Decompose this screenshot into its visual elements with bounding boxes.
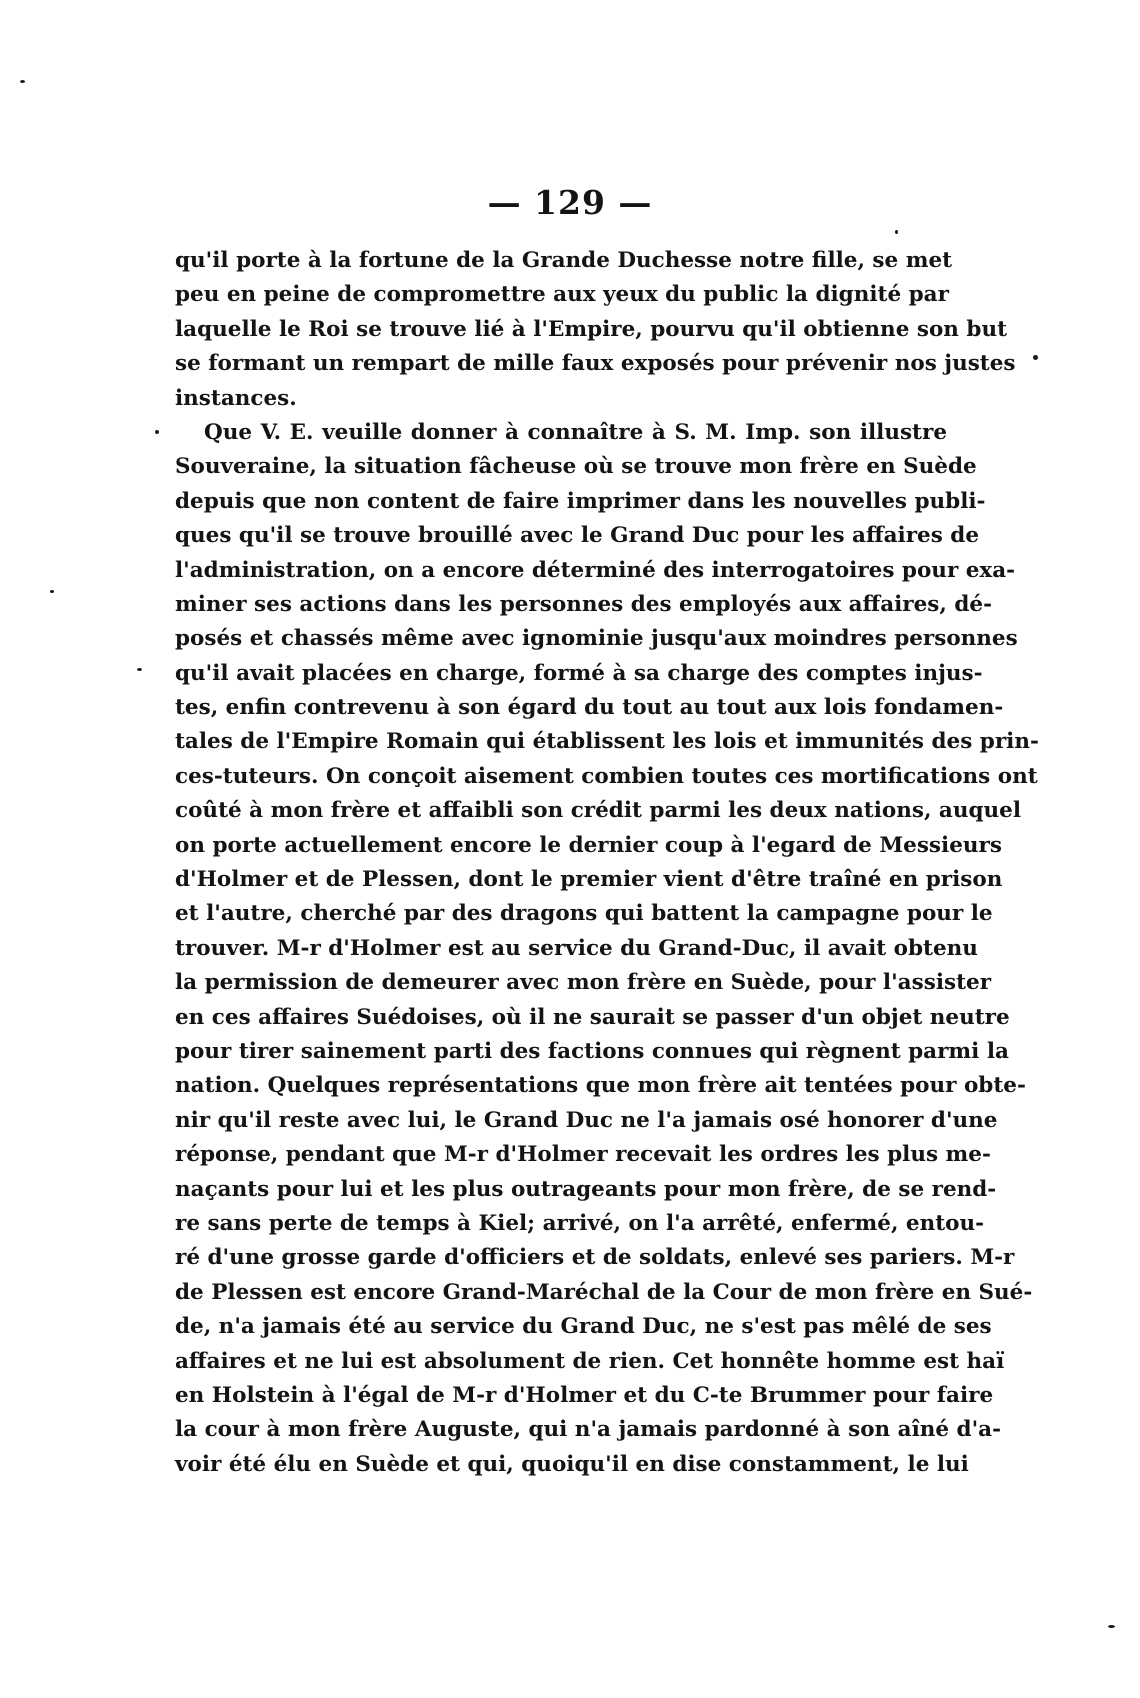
text-line: depuis que non content de faire imprimer dans les nouvelles publi- [175,488,986,514]
scan-speck [50,590,54,593]
text-line: de, n'a jamais été au service du Grand Duc, ne s'est pas mêlé de ses [175,1314,992,1340]
text-line: l'administration, on a encore déterminé des interrogatoires pour exa- [175,557,1016,583]
text-line: tales de l'Empire Romain qui établissent les lois et immunités des prin- [175,729,1039,755]
text-line: en Holstein à l'égal de M-r d'Holmer et du C-te Brummer pour faire [175,1382,994,1408]
text-line: et l'autre, cherché par des dragons qui battent la campagne pour le [175,901,993,927]
scan-speck [137,668,142,671]
text-line: naçants pour lui et les plus outrageants pour mon frère, de se rend- [175,1176,997,1202]
text-line: coûté à mon frère et affaibli son crédit parmi les deux nations, auquel [175,798,1021,824]
scan-speck [1033,355,1038,360]
text-line: tes, enfin contrevenu à son égard du tout au tout aux lois fondamen- [175,695,1004,721]
text-line: réponse, pendant que M-r d'Holmer recevait les ordres les plus me- [175,1142,991,1168]
text-line: Que V. E. veuille donner à connaître à S. M. Imp. son illustre [204,419,947,445]
text-line: on porte actuellement encore le dernier coup à l'egard de Messieurs [175,832,1002,858]
scan-speck [1108,1625,1115,1628]
text-line: d'Holmer et de Plessen, dont le premier vient d'être traîné en prison [175,867,1003,893]
text-line: se formant un rempart de mille faux exposés pour prévenir nos justes [175,351,1016,377]
text-line: laquelle le Roi se trouve lié à l'Empire, pourvu qu'il obtienne son but [175,316,1008,342]
text-line: peu en peine de compromettre aux yeux du public la dignité par [175,282,949,308]
scan-speck [155,430,159,434]
text-line: re sans perte de temps à Kiel; arrivé, on l'a arrêté, enfermé, entou- [175,1210,985,1236]
text-line: la cour à mon frère Auguste, qui n'a jamais pardonné à son aîné d'a- [175,1417,1002,1443]
text-line: qu'il avait placées en charge, formé à sa charge des comptes injus- [175,660,983,686]
text-line: en ces affaires Suédoises, où il ne saurait se passer d'un objet neutre [175,1004,1010,1030]
scan-speck [20,80,25,83]
text-line: ré d'une grosse garde d'officiers et de soldats, enlevé ses pariers. M-r [175,1245,1015,1271]
scan-speck [895,230,898,234]
text-line: la permission de demeurer avec mon frère en Suède, pour l'assister [175,970,992,996]
text-line: de Plessen est encore Grand-Maréchal de la Cour de mon frère en Sué- [175,1279,1033,1305]
text-line: instances. [175,385,297,411]
text-line: qu'il porte à la fortune de la Grande Duchesse notre fille, se met [175,248,953,273]
text-line: voir été élu en Suède et qui, quoiqu'il en dise constamment, le lui [175,1451,969,1477]
text-line: miner ses actions dans les personnes des employés aux affaires, dé- [175,591,993,617]
page-number: — 129 — [487,183,653,222]
body-text [175,244,1039,1482]
text-line: posés et chassés même avec ignominie jusqu'aux moindres personnes [175,626,1018,652]
text-line: nation. Quelques représentations que mon frère ait tentées pour obte- [175,1073,1026,1099]
text-line: Souveraine, la situation fâcheuse où se trouve mon frère en Suède [175,454,977,480]
text-line: nir qu'il reste avec lui, le Grand Duc ne l'a jamais osé honorer d'une [175,1107,998,1133]
text-line: affaires et ne lui est absolument de rien. Cet honnête homme est haï [175,1348,1005,1374]
text-line: pour tirer sainement parti des factions connues qui règnent parmi la [175,1038,1009,1064]
text-line: ques qu'il se trouve brouillé avec le Grand Duc pour les affaires de [175,523,980,549]
text-line: trouver. M-r d'Holmer est au service du Grand-Duc, il avait obtenu [175,935,978,961]
text-line: ces-tuteurs. On conçoit aisement combien toutes ces mortifications ont [175,763,1038,789]
